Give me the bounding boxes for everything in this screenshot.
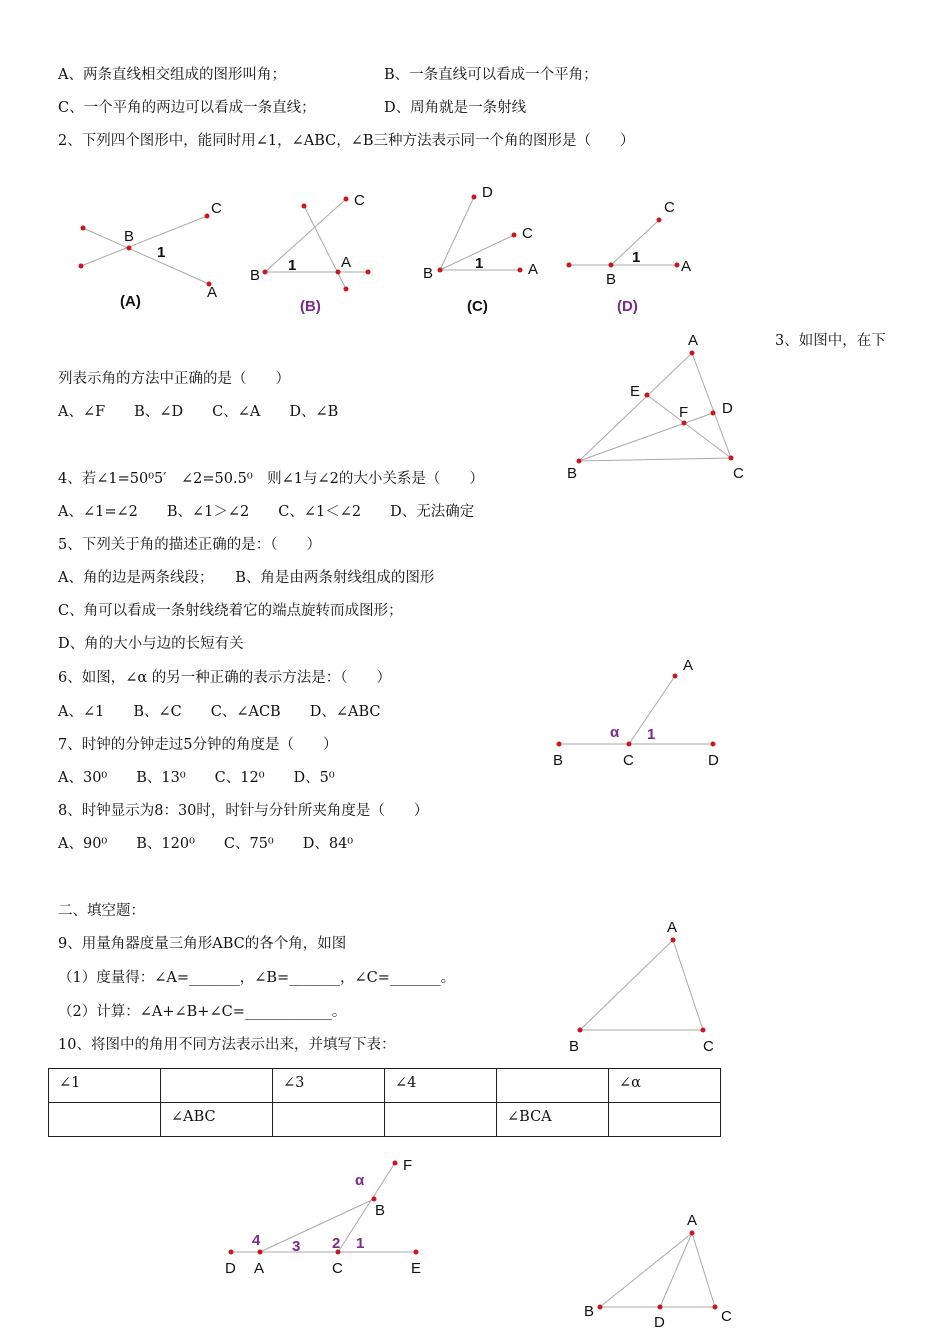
label-1: 1 [288,257,297,274]
section2-title: 二、填空题： [58,903,145,919]
label-a: A [683,657,694,674]
point-dot [729,456,734,461]
label-1: 1 [356,1235,365,1252]
point-dot [645,393,650,398]
label-3: 3 [292,1238,301,1255]
label-c: C [522,225,533,242]
point-dot [711,411,716,416]
point-dot [557,742,562,747]
q7-options: A、30⁰ B、13⁰ C、12⁰ D、5⁰ [58,770,335,786]
q5-option-c: C、角可以看成一条射线绕着它的端点旋转而成图形； [58,603,403,619]
label-b: B [375,1202,386,1219]
caption-b: (B) [300,298,321,315]
label-b: B [124,228,135,245]
label-b: B [584,1303,595,1320]
label-a: A [681,258,692,275]
q8-stem: 8、时钟显示为8：30时，时针与分针所夹角度是（ ） [58,803,429,819]
point-dot [711,742,716,747]
q8-options: A、90⁰ B、120⁰ C、75⁰ D、84⁰ [58,836,354,852]
point-dot [79,264,84,269]
point-dot [127,246,132,251]
caption-a: (A) [120,293,141,310]
label-f: F [403,1157,413,1174]
label-c: C [354,192,365,209]
figure-line [647,395,731,458]
q9-stem: 9、用量角器度量三角形ABC的各个角，如图 [58,936,347,952]
point-dot [690,351,695,356]
label-1: 1 [475,255,484,272]
figure-q3 [567,332,744,482]
point-dot [682,421,687,426]
table-cell: ∠4 [385,1069,497,1103]
q3-options: A、∠F B、∠D C、∠A D、∠B [58,404,339,420]
q4-options: A、∠1=∠2 B、∠1＞∠2 C、∠1＜∠2 D、无法确定 [58,504,475,520]
q1-option-c: C、一个平角的两边可以看成一条直线； [58,100,316,116]
q1-option-a: A、两条直线相交组成的图形叫角； [58,67,286,83]
point-dot [263,270,268,275]
figure-line [600,1233,715,1307]
figure-line [579,353,731,461]
table-cell: ∠BCA [497,1103,609,1137]
figure-line [83,228,209,284]
q9-part1: （1）度量得：∠A=_______，∠B=_______，∠C=_______。 [58,970,456,986]
label-d: D [482,184,493,201]
q7-stem: 7、时钟的分钟走过5分钟的角度是（ ） [58,737,338,753]
label-c: C [332,1260,343,1277]
point-dot [372,1197,377,1202]
figure-line [440,197,474,270]
table-cell: ∠3 [273,1069,385,1103]
q5-stem: 5、下列关于角的描述正确的是：（ ） [58,537,321,553]
point-dot [393,1161,398,1166]
point-dot [627,742,632,747]
label-a: A [667,919,678,936]
q6-options: A、∠1 B、∠C C、∠ACB D、∠ABC [58,704,381,720]
point-dot [205,214,210,219]
q9-part2: （2）计算：∠A+∠B+∠C=____________。 [58,1004,347,1020]
figure-line [579,413,713,461]
label-d: D [225,1260,236,1277]
q5-options-ab: A、角的边是两条线段； B、角是由两条射线组成的图形 [58,570,435,586]
point-dot [344,287,349,292]
q3-stem-a: 3、如图中，在下 [775,333,886,349]
point-dot [673,674,678,679]
label-a: A [688,332,699,349]
q10-stem: 10、将图中的角用不同方法表示出来，并填写下表： [58,1037,396,1053]
label-e: E [411,1260,422,1277]
caption-d: (D) [617,298,638,315]
label-1: 1 [632,249,641,266]
point-dot [258,1250,263,1255]
figure-line [338,1163,395,1252]
point-dot [81,226,86,231]
label-b: B [423,265,434,282]
figure-line [81,216,207,266]
point-dot [598,1305,603,1310]
figure-q6 [553,657,719,769]
point-dot [344,197,349,202]
figure-a [79,200,223,310]
label-d: D [708,752,719,769]
q4-stem: 4、若∠1=50⁰5′ ∠2=50.5⁰ 则∠1与∠2的大小关系是（ ） [58,471,484,487]
caption-c: (C) [467,298,488,315]
point-dot [336,270,341,275]
label-c: C [721,1308,732,1325]
q1-option-b: B、一条直线可以看成一个平角； [384,67,598,83]
q5-option-d: D、角的大小与边的长短有关 [58,636,244,652]
q6-stem: 6、如图，∠α 的另一种正确的表示方法是：（ ） [58,670,392,686]
point-dot [658,1305,663,1310]
figure-d [567,199,692,315]
label-alpha: α [355,1172,365,1189]
label-2: 2 [332,1235,341,1252]
label-d: D [654,1314,665,1331]
point-dot [701,1028,706,1033]
figure-line [660,1233,692,1307]
point-dot [414,1250,419,1255]
label-1: 1 [647,726,656,743]
figure-b [250,192,371,315]
figure-q10 [225,1157,421,1277]
table-cell: ∠ABC [161,1103,273,1137]
label-a: A [207,284,218,301]
point-dot [229,1250,234,1255]
label-b: B [606,271,617,288]
label-a: A [341,254,352,271]
label-f: F [679,404,689,421]
label-b: B [569,1038,580,1055]
q3-stem-b: 列表示角的方法中正确的是（ ） [58,371,290,387]
label-b: B [250,267,261,284]
q1-option-d: D、周角就是一条射线 [384,100,527,116]
label-c: C [703,1038,714,1055]
point-dot [657,218,662,223]
point-dot [713,1305,718,1310]
point-dot [690,1231,695,1236]
point-dot [609,263,614,268]
figure-q9 [569,919,714,1055]
point-dot [302,204,307,209]
point-dot [567,263,572,268]
label-c: C [623,752,634,769]
label-d: D [722,400,733,417]
point-dot [438,268,443,273]
point-dot [366,270,371,275]
point-dot [512,233,517,238]
label-b: B [567,465,578,482]
label-c: C [664,199,675,216]
label-1: 1 [157,244,166,261]
point-dot [577,459,582,464]
figure-c [423,184,538,315]
label-e: E [630,383,641,400]
figure-line [580,940,703,1030]
figure-triangle-abd [584,1212,732,1331]
label-c: C [211,200,222,217]
point-dot [472,195,477,200]
label-a: A [528,261,539,278]
label-a: A [687,1212,698,1229]
label-a: A [254,1260,265,1277]
label-c: C [733,465,744,482]
label-4: 4 [252,1232,261,1249]
label-alpha: α [610,724,620,741]
table-cell: ∠1 [49,1069,161,1103]
point-dot [671,938,676,943]
table-cell: ∠α [609,1069,721,1103]
q2-stem: 2、下列四个图形中，能同时用∠1，∠ABC，∠B三种方法表示同一个角的图形是（ ） [58,133,635,149]
point-dot [675,263,680,268]
point-dot [518,268,523,273]
label-b: B [553,752,564,769]
point-dot [578,1028,583,1033]
